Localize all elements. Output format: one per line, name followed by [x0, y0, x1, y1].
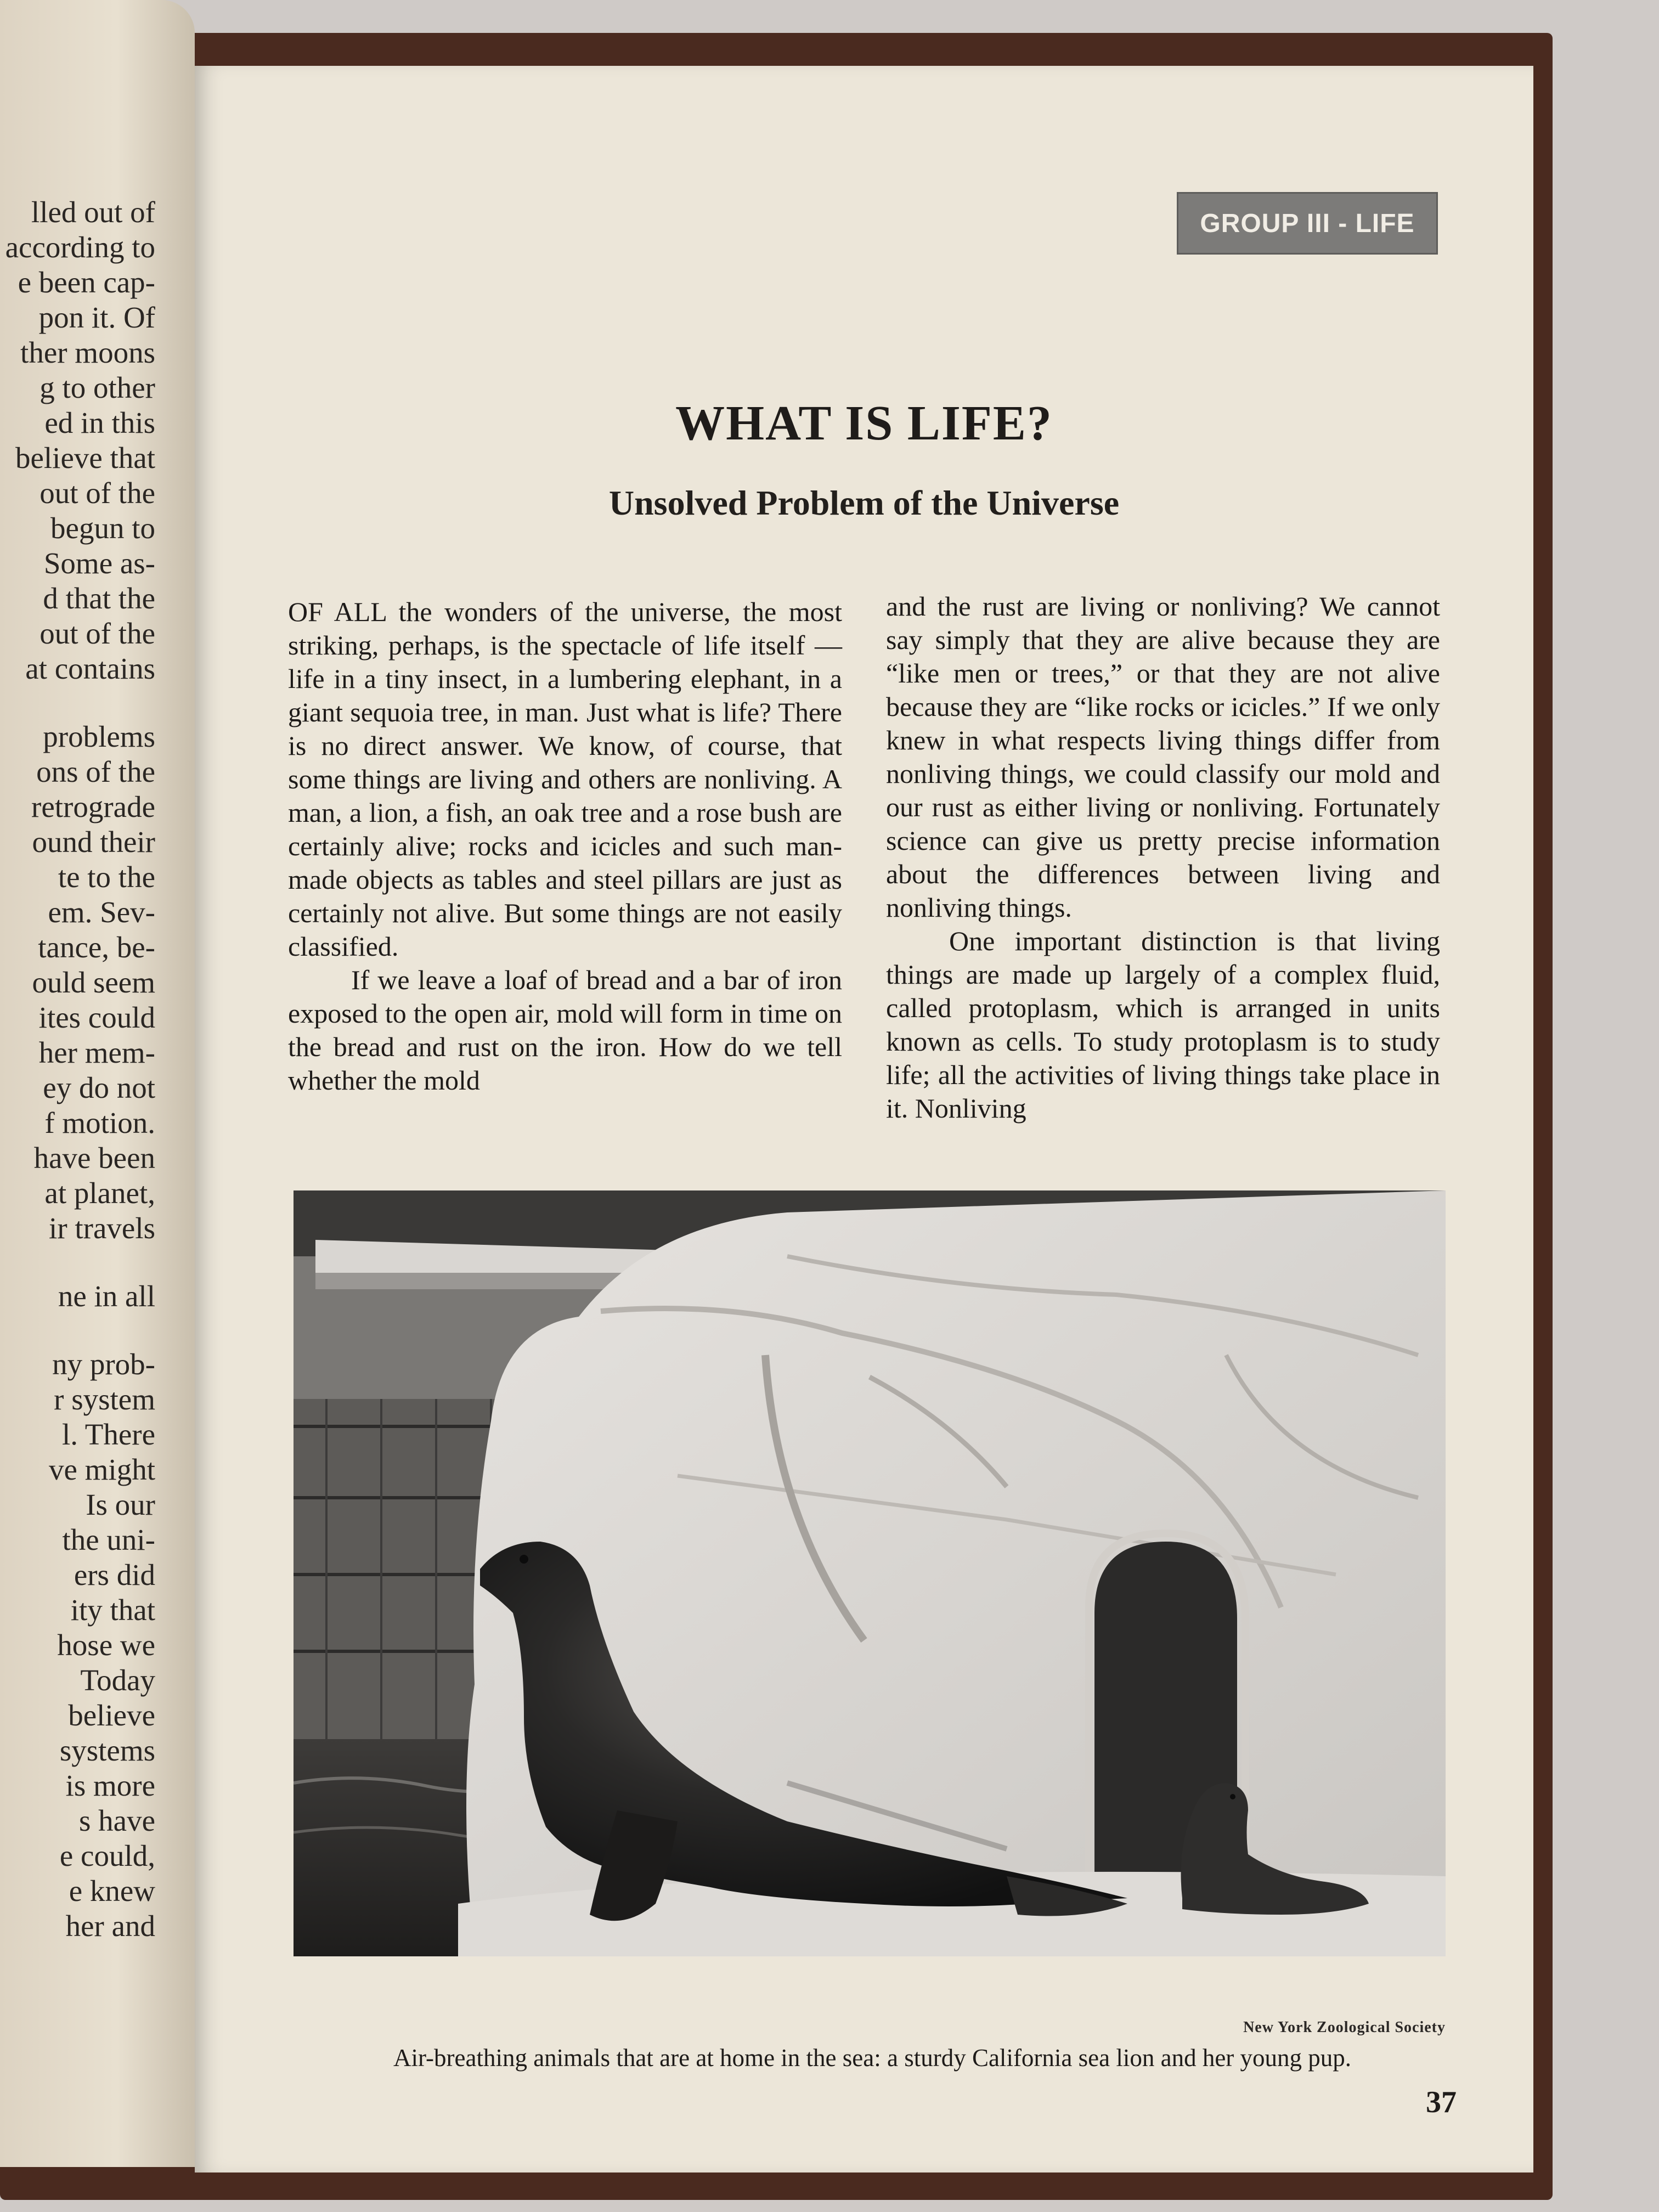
previous-page-line: l. There: [61, 1418, 155, 1451]
previous-page-line: e could,: [59, 1839, 155, 1872]
previous-page-line: ther moons: [20, 336, 155, 369]
previous-page-line: ir travels: [49, 1211, 155, 1245]
paragraph: and the rust are living or nonliving? We cannot say simply that they are alive because they are “like men or trees,” or that they are not alive because they are “like rocks or icicles.” If we only knew in what respects living things differ from nonliving things, we could classify our mold and our rust as either living or nonliving. Fortunately science can give us pretty precise information about the differences between living and nonliving things.: [886, 591, 1440, 923]
photo-caption: Air-breathing animals that are at home in the sea: a sturdy California sea lion and her young pup.: [393, 2044, 1352, 2072]
previous-page-line: have been: [33, 1141, 155, 1175]
previous-page-line: out of the: [40, 617, 155, 650]
previous-page-line: hose we: [57, 1628, 155, 1662]
page-number: 37: [1426, 2085, 1457, 2119]
previous-page-line: te to the: [58, 860, 155, 894]
previous-page-line: the uni-: [62, 1523, 155, 1556]
previous-page-line: ny prob-: [52, 1347, 155, 1381]
previous-page-line: believe: [68, 1699, 155, 1732]
previous-page-line: Today: [80, 1663, 155, 1697]
previous-page: [0, 0, 195, 2167]
previous-page-line: ers did: [74, 1558, 155, 1592]
previous-page-line: ity that: [70, 1593, 155, 1627]
previous-page-line: her mem-: [38, 1036, 155, 1069]
previous-page-line: s have: [79, 1804, 155, 1837]
sea-lion-illustration: [294, 1190, 1446, 1956]
previous-page-line: f motion.: [44, 1106, 155, 1139]
text-column-right: [886, 590, 1440, 1125]
previous-page-line: ons of the: [36, 755, 155, 788]
previous-page-line: pon it. Of: [38, 301, 155, 334]
previous-page-line: retrograde: [31, 790, 155, 823]
previous-page-text: [0, 195, 155, 1944]
previous-page-line: ne in all: [58, 1279, 155, 1313]
previous-page-line: believe that: [15, 441, 155, 475]
previous-page-line: out of the: [40, 476, 155, 510]
previous-page-line: systems: [59, 1734, 155, 1767]
previous-page-line: lled out of: [31, 195, 155, 229]
previous-page-line: e been cap-: [18, 266, 155, 299]
photo-credit: New York Zoological Society: [1243, 2019, 1446, 2036]
previous-page-line: at planet,: [44, 1176, 155, 1210]
article-title: WHAT IS LIFE?: [675, 396, 1053, 450]
previous-page-line: ould seem: [32, 966, 155, 999]
previous-page-line: em. Sev-: [48, 895, 155, 929]
previous-page-line: e knew: [69, 1874, 155, 1908]
paragraph: OF ALL the wonders of the universe, the most striking, perhaps, is the spectacle of life itself — life in a tiny insect, in a lumbering elephant, in a giant sequoia tree, in man. Just what is life? There is no direct answer. We know, of course, that some things are living and others are nonliving. A man, a lion, a fish, an oak tree and a rose bush are certainly alive; rocks and icicles and such man-made objects as tables and steel pillars are just as certainly not alive. But some things are not easily classified.: [288, 596, 842, 962]
previous-page-line: Some as-: [43, 546, 155, 580]
previous-page-line: [0, 686, 155, 719]
previous-page-line: ey do not: [43, 1071, 155, 1104]
previous-page-line: is more: [65, 1769, 155, 1802]
paragraph: One important distinction is that living things are made up largely of a complex fluid, called protoplasm, which is arranged in units known as cells. To study protoplasm is to study life; all the activities of living things take place in it. Nonliving: [886, 926, 1440, 1124]
paragraph: If we leave a loaf of bread and a bar of iron exposed to the open air, mold will form in time on the bread and rust on the iron. How do we tell whether the mold: [288, 964, 842, 1096]
previous-page-line: g to other: [40, 371, 155, 404]
previous-page-line: ve might: [48, 1453, 155, 1486]
previous-page-line: r system: [54, 1383, 155, 1416]
article-subtitle: Unsolved Problem of the Universe: [608, 483, 1120, 522]
previous-page-line: ound their: [32, 825, 155, 859]
previous-page-line: her and: [65, 1909, 155, 1943]
previous-page-line: begun to: [50, 511, 155, 545]
previous-page-line: problems: [43, 720, 155, 753]
text-column-left: [288, 595, 842, 1097]
group-label: GROUP III - LIFE: [1177, 192, 1438, 255]
previous-page-line: according to: [5, 230, 155, 264]
previous-page-line: tance, be-: [38, 930, 155, 964]
previous-page-line: ites could: [38, 1001, 155, 1034]
previous-page-line: [0, 1246, 155, 1279]
previous-page-line: at contains: [25, 652, 155, 685]
previous-page-line: d that the: [43, 582, 155, 615]
previous-page-line: ed in this: [44, 406, 155, 439]
previous-page-line: [0, 1314, 155, 1347]
previous-page-line: Is our: [86, 1488, 155, 1521]
current-page: [195, 66, 1533, 2172]
sea-lion-photo: [294, 1190, 1446, 1956]
